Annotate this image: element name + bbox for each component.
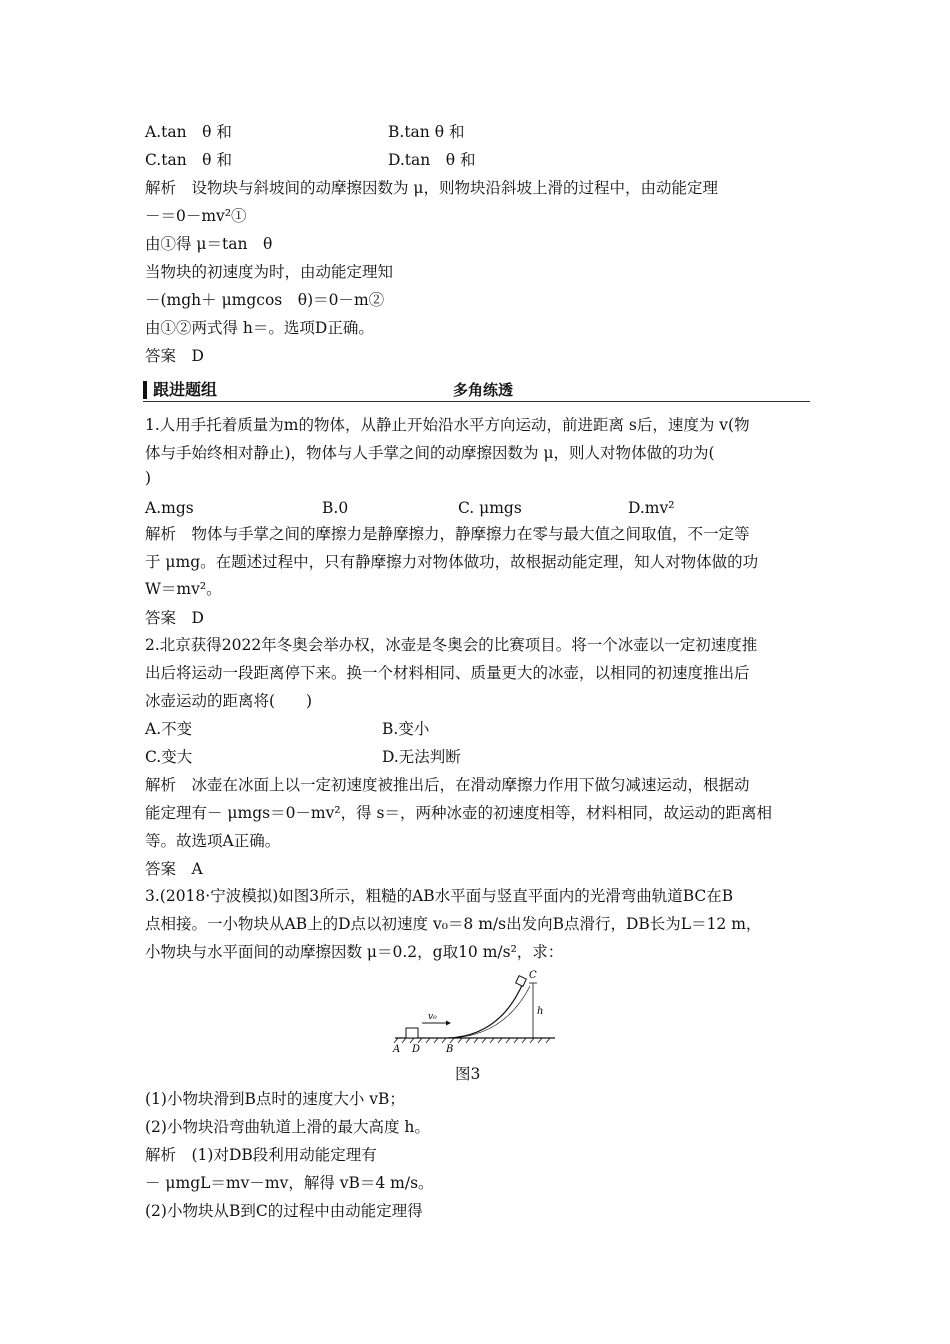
analysis-line: 由①得 μ＝tan θ [145,235,273,253]
q3-sub-question: (1)小物块滑到B点时的速度大小 vB； [145,1090,405,1108]
q1-analysis-line: W＝mv²。 [145,580,222,598]
q2-analysis-line: 解析 冰壶在冰面上以一定初速度被推出后，在滑动摩擦力作用下做匀减速运动，根据动 [145,776,750,794]
option-a: A.tan θ 和 [145,123,232,141]
q2-stem-line: 冰壶运动的距离将( ) [145,692,313,710]
q2-option-c: C.变大 [145,748,193,766]
q3-stem-line: 点相接。一小物块从AB上的D点以初速度 v₀＝8 m/s出发向B点滑行，DB长为L＝12 m， [145,915,762,933]
q3-analysis-line: (2)小物块从B到C的过程中由动能定理得 [145,1202,423,1220]
q2-answer: 答案 A [145,860,203,878]
q3-sub-question: (2)小物块沿弯曲轨道上滑的最大高度 h。 [145,1118,430,1136]
analysis-line: 解析 设物块与斜坡间的动摩擦因数为 μ，则物块沿斜坡上滑的过程中，由动能定理 [145,179,719,197]
q1-stem-line: 1.人用手托着质量为m的物体，从静止开始沿水平方向运动，前进距离 s后，速度为 v(物 [145,416,750,434]
section-banner [143,378,810,402]
block [406,1028,418,1038]
option-c: C.tan θ 和 [145,151,232,169]
label-b: B [446,1044,454,1055]
label-d: D [412,1044,421,1055]
q3-analysis-line: 解析 (1)对DB段利用动能定理有 [145,1146,377,1164]
figure-caption: 图3 [455,1065,481,1083]
velocity-arrowhead [446,1021,451,1026]
q3-analysis-line: － μmgL＝mv－mv，解得 vB＝4 m/s。 [145,1174,434,1192]
label-c: C [529,970,537,981]
q1-option-a: A.mgs [145,499,194,517]
q1-stem-line: ) [145,469,152,487]
figure-3-diagram [390,968,560,1058]
q1-option-d: D.mv² [628,499,675,517]
q1-analysis-line: 于 μmg。在题述过程中，只有静摩擦力对物体做功，故根据动能定理，知人对物体做的功 [145,553,759,571]
q2-analysis-line: 等。故选项A正确。 [145,832,281,850]
curved-track [448,983,523,1038]
banner-rule [143,401,810,402]
label-v0: v₀ [428,1012,437,1022]
q1-answer: 答案 D [145,609,204,627]
q1-option-c: C. μmgs [458,499,522,517]
q2-option-a: A.不变 [145,720,193,738]
option-b: B.tan θ 和 [388,123,465,141]
q2-analysis-line: 能定理有－ μmgs＝0－mv²，得 s＝，两种冰壶的初速度相等，材料相同，故运动的距离相 [145,804,772,822]
q1-option-b: B.0 [322,499,349,517]
block-at-c [516,976,527,987]
q3-stem-line: 小物块与水平面间的动摩擦因数 μ＝0.2，g取10 m/s²，求： [145,943,564,961]
q3-stem-line: 3.(2018·宁波模拟)如图3所示，粗糙的AB水平面与竖直平面内的光滑弯曲轨道BC在B [145,887,734,905]
label-a: A [393,1044,401,1055]
q2-option-d: D.无法判断 [382,748,461,766]
label-h: h [537,1006,544,1017]
ground-hatching [394,1038,550,1043]
answer-line: 答案 D [145,347,204,365]
q2-option-b: B.变小 [382,720,430,738]
banner-bar [143,381,147,399]
analysis-line: 当物块的初速度为时，由动能定理知 [145,263,394,281]
analysis-line: －(mgh＋ μmgcos θ)＝0－m② [145,291,385,309]
q2-stem-line: 2.北京获得2022年冬奥会举办权，冰壶是冬奥会的比赛项目。将一个冰壶以一定初速度推 [145,636,758,654]
analysis-line: 由①②两式得 h＝。选项D正确。 [145,319,374,337]
option-d: D.tan θ 和 [388,151,476,169]
q2-stem-line: 出后将运动一段距离停下来。换一个材料相同、质量更大的冰壶，以相同的初速度推出后 [145,664,750,682]
q1-analysis-line: 解析 物体与手掌之间的摩擦力是静摩擦力，静摩擦力在零与最大值之间取值，不一定等 [145,525,750,543]
banner-subtitle: 多角练透 [453,381,514,399]
analysis-line: －＝0－mv²① [145,207,247,225]
banner-title: 跟进题组 [153,380,218,399]
q1-stem-line: 体与手始终相对静止)，物体与人手掌之间的动摩擦因数为 μ，则人对物体做的功为( [145,444,715,462]
